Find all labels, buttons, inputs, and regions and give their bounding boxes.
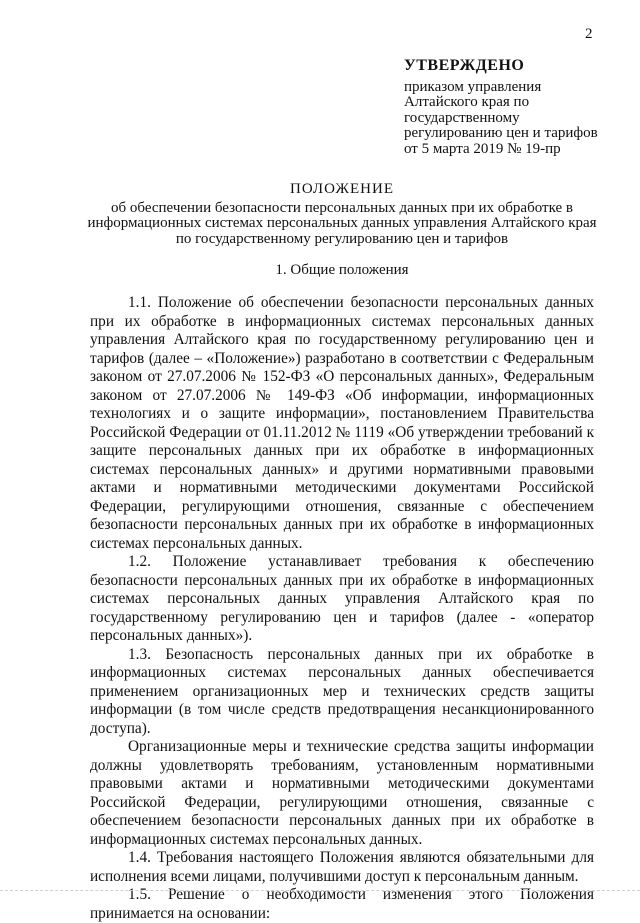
page-bottom-divider [0, 890, 640, 891]
paragraph-1-2: 1.2. Положение устанавливает требования к обеспечению безопасности персональных данных при их обработке в информационных системах персональных данных управления Алтайского края по государственному регулированию цен и тарифов (далее - «оператор персональных данных»). [90, 553, 594, 644]
document-title-main: ПОЛОЖЕНИЕ [290, 181, 394, 197]
paragraph-1-1: 1.1. Положение об обеспечении безопасности персональных данных при их обработке в информационных системах персональных данных управления Алтайского края по государственному регулированию цен и тарифов (далее – «Положение») разработано в соответствии с Федеральным законом от 27.07.2006 № 152-ФЗ «О персональных данных», Федеральным законом от 27.07.2006 № 149-ФЗ «Об информации, информационных технологиях и о защите информации», постановлением Правительства Российской Федерации от 01.11.2012 № 1119 «Об утверждении требований к защите персональных данных при их обработке в информационных системах персональных данных» и другими нормативными правовыми актами и нормативными методическими документами Российской Федерации, регулирующими отношения, связанные с обеспечением безопасности персональных данных при их обработке в информационных системах персональных данных. [90, 294, 594, 552]
document-title-line: об обеспечении безопасности персональных данных при их обработке в [111, 199, 573, 216]
document-title-line: по государственному регулированию цен и тарифов [175, 230, 509, 247]
approval-block [404, 58, 604, 157]
approval-line: регулированию цен и тарифов [404, 125, 598, 141]
approval-line: от 5 марта 2019 № 19-пр [404, 140, 561, 157]
paragraph-1-4: 1.4. Требования настоящего Положения являются обязательными для исполнения всеми лицами, получившими доступ к персональным данным. [90, 849, 594, 885]
approval-heading: УТВЕРЖДЕНО [404, 57, 525, 74]
page-number: 2 [585, 26, 593, 42]
approval-line: Алтайского края по [404, 94, 530, 110]
body-text [90, 294, 594, 923]
document-title-line: информационных системах персональных данных управления Алтайского края [87, 215, 597, 231]
section-heading: 1. Общие положения [275, 262, 409, 278]
approval-line: государственному [404, 109, 520, 126]
paragraph-1-5: 1.5. Решение о необходимости изменения этого Положения принимается на основании: [90, 886, 594, 922]
paragraph-1-3: 1.3. Безопасность персональных данных при их обработке в информационных системах персональных данных обеспечивается применением организационных мер и технических средств защиты информации (в том числе средств предотвращения несанкционированного доступа). [90, 645, 594, 737]
approval-line: приказом управления [404, 78, 542, 95]
document-title [70, 182, 614, 247]
paragraph-1-3-continued: Организационные меры и технические средства защиты информации должны удовлетворять требованиям, установленным нормативными правовыми актами и нормативными методическими документами Российской Федерации, регулирующими отношения, связанные с обеспечением безопасности персональных данных при их обработке в информационных системах персональных данных. [90, 738, 594, 848]
